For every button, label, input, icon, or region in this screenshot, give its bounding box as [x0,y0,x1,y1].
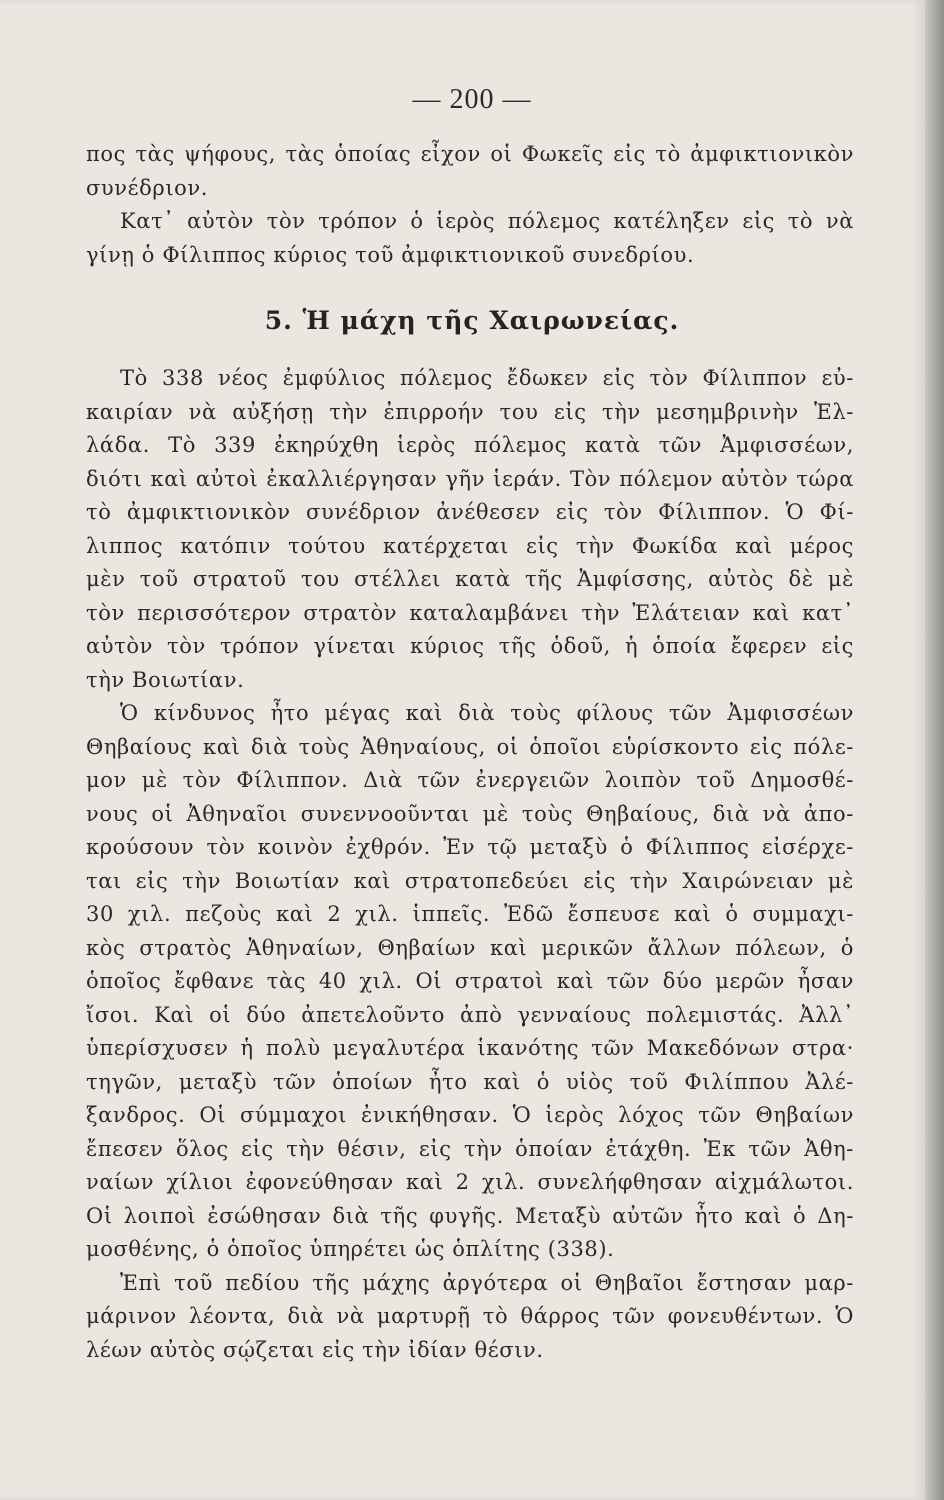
text-line: μάρινον λέοντα, διὰ νὰ μαρτυρῇ τὸ θάρρος τῶν φονευθέντων. Ὁ [86,1304,854,1328]
text-line: μοσθένης, ὁ ὁποῖος ὑπηρέτει ὡς ὁπλίτης (338). [86,1237,615,1261]
text-line: 30 χιλ. πεζοὺς καὶ 2 χιλ. ἱππεῖς. Ἐδῶ ἔσπευσε καὶ ὁ συμμαχι- [86,902,854,926]
text-line: γίνῃ ὁ Φίλιππος κύριος τοῦ ἀμφικτιονικοῦ συνεδρίου. [86,242,695,267]
text-line: μὲν τοῦ στρατοῦ του στέλλει κατὰ τῆς Ἀμφίσσης, αὐτὸς δὲ μὲ [86,567,854,591]
body-paragraphs [86,362,854,1367]
text-line: κρούσουν τὸν κοινὸν ἐχθρόν. Ἐν τῷ μεταξὺ ὁ Φίλιππος εἰσέρχε- [86,835,854,859]
text-line: τὸ ἀμφικτιονικὸν συνέδριον ἀνέθεσεν εἰς τὸν Φίλιππον. Ὁ Φί- [86,500,854,524]
text-line: κὸς στρατὸς Ἀθηναίων, Θηβαίων καὶ μερικῶν ἄλλων πόλεων, ὁ [86,935,854,960]
text-line: ὑπερίσχυσεν ἡ πολὺ μεγαλυτέρα ἱκανότης τῶν Μακεδόνων στρα· [86,1036,854,1060]
intro-paragraphs [86,138,854,272]
page-edge [925,0,944,1500]
text-line: ται εἰς τὴν Βοιωτίαν καὶ στρατοπεδεύει εἰς τὴν Χαιρώνειαν μὲ [86,868,854,893]
text-line: λέων αὐτὸς σῴζεται εἰς τὴν ἰδίαν θέσιν. [86,1337,544,1362]
text-line: Θηβαίους καὶ διὰ τοὺς Ἀθηναίους, οἱ ὁποῖοι εὑρίσκοντο εἰς πόλε- [86,734,854,759]
text-line: ὁποῖος ἔφθανε τὰς 40 χιλ. Οἱ στρατοὶ καὶ τῶν δύο μερῶν ἦσαν [86,969,854,993]
text-line: τὸν περισσότερον στρατὸν καταλαμβάνει τὴν Ἐλάτειαν καὶ κατ᾿ [86,600,854,625]
text-line: Οἱ λοιποὶ ἐσώθησαν διὰ τῆς φυγῆς. Μεταξὺ αὐτῶν ἦτο καὶ ὁ Δη- [86,1203,854,1228]
text-line: καιρίαν νὰ αὐξήσῃ τὴν ἐπιρροήν του εἰς τὴν μεσημβρινὴν Ἑλ- [86,399,854,424]
section-heading: 5. Ἡ μάχη τῆς Χαιρωνείας. [264,306,680,335]
page-number: — 200 — [412,84,532,115]
text-line: διότι καὶ αὐτοὶ ἐκαλλιέργησαν γῆν ἱεράν. Τὸν πόλεμον αὐτὸν τώρα [86,466,854,491]
text-line: ἔπεσεν ὅλος εἰς τὴν θέσιν, εἰς τὴν ὁποίαν ἐτάχθη. Ἐκ τῶν Ἀθη- [86,1136,854,1161]
text-line: τὴν Βοιωτίαν. [86,667,245,692]
text-line: Ὁ κίνδυνος ἦτο μέγας καὶ διὰ τοὺς φίλους τῶν Ἀμφισσέων [120,701,854,725]
text-line: αὐτὸν τὸν τρόπον γίνεται κύριος τῆς ὁδοῦ, ἡ ὁποία ἔφερεν εἰς [86,634,854,658]
text-line: συνέδριον. [86,175,209,200]
text-line: λιππος κατόπιν τούτου κατέρχεται εἰς τὴν Φωκίδα καὶ μέρος [86,533,854,558]
text-line: ναίων χίλιοι ἐφονεύθησαν καὶ 2 χιλ. συνελήφθησαν αἰχμάλωτοι. [86,1170,854,1194]
text-line: τηγῶν, μεταξὺ τῶν ὁποίων ἦτο καὶ ὁ υἱὸς τοῦ Φιλίππου Ἀλέ- [86,1069,854,1094]
text-line: λάδα. Τὸ 339 ἐκηρύχθη ἱερὸς πόλεμος κατὰ τῶν Ἀμφισσέων, [86,433,854,457]
text-line: νους οἱ Ἀθηναῖοι συνεννοοῦνται μὲ τοὺς Θηβαίους, διὰ νὰ ἀπο- [86,801,854,826]
text-line: πος τὰς ψήφους, τὰς ὁποίας εἶχον οἱ Φωκεῖς εἰς τὸ ἀμφικτιονικὸν [86,142,854,166]
text-line: Ἐπὶ τοῦ πεδίου τῆς μάχης ἀργότερα οἱ Θηβαῖοι ἔστησαν μαρ- [120,1270,854,1295]
text-line: ἴσοι. Καὶ οἱ δύο ἀπετελοῦντο ἀπὸ γενναίους πολεμιστάς. Ἀλλ᾿ [86,1002,854,1027]
text-line: Κατ᾿ αὐτὸν τὸν τρόπον ὁ ἱερὸς πόλεμος κατέληξεν εἰς τὸ νὰ [120,209,854,233]
text-line: Τὸ 338 νέος ἐμφύλιος πόλεμος ἔδωκεν εἰς τὸν Φίλιππον εὐ- [120,366,854,390]
text-line: ξανδρος. Οἱ σύμμαχοι ἐνικήθησαν. Ὁ ἱερὸς λόχος τῶν Θηβαίων [86,1103,854,1127]
text-line: μον μὲ τὸν Φίλιππον. Διὰ τῶν ἐνεργειῶν λοιπὸν τοῦ Δημοσθέ- [86,768,854,792]
